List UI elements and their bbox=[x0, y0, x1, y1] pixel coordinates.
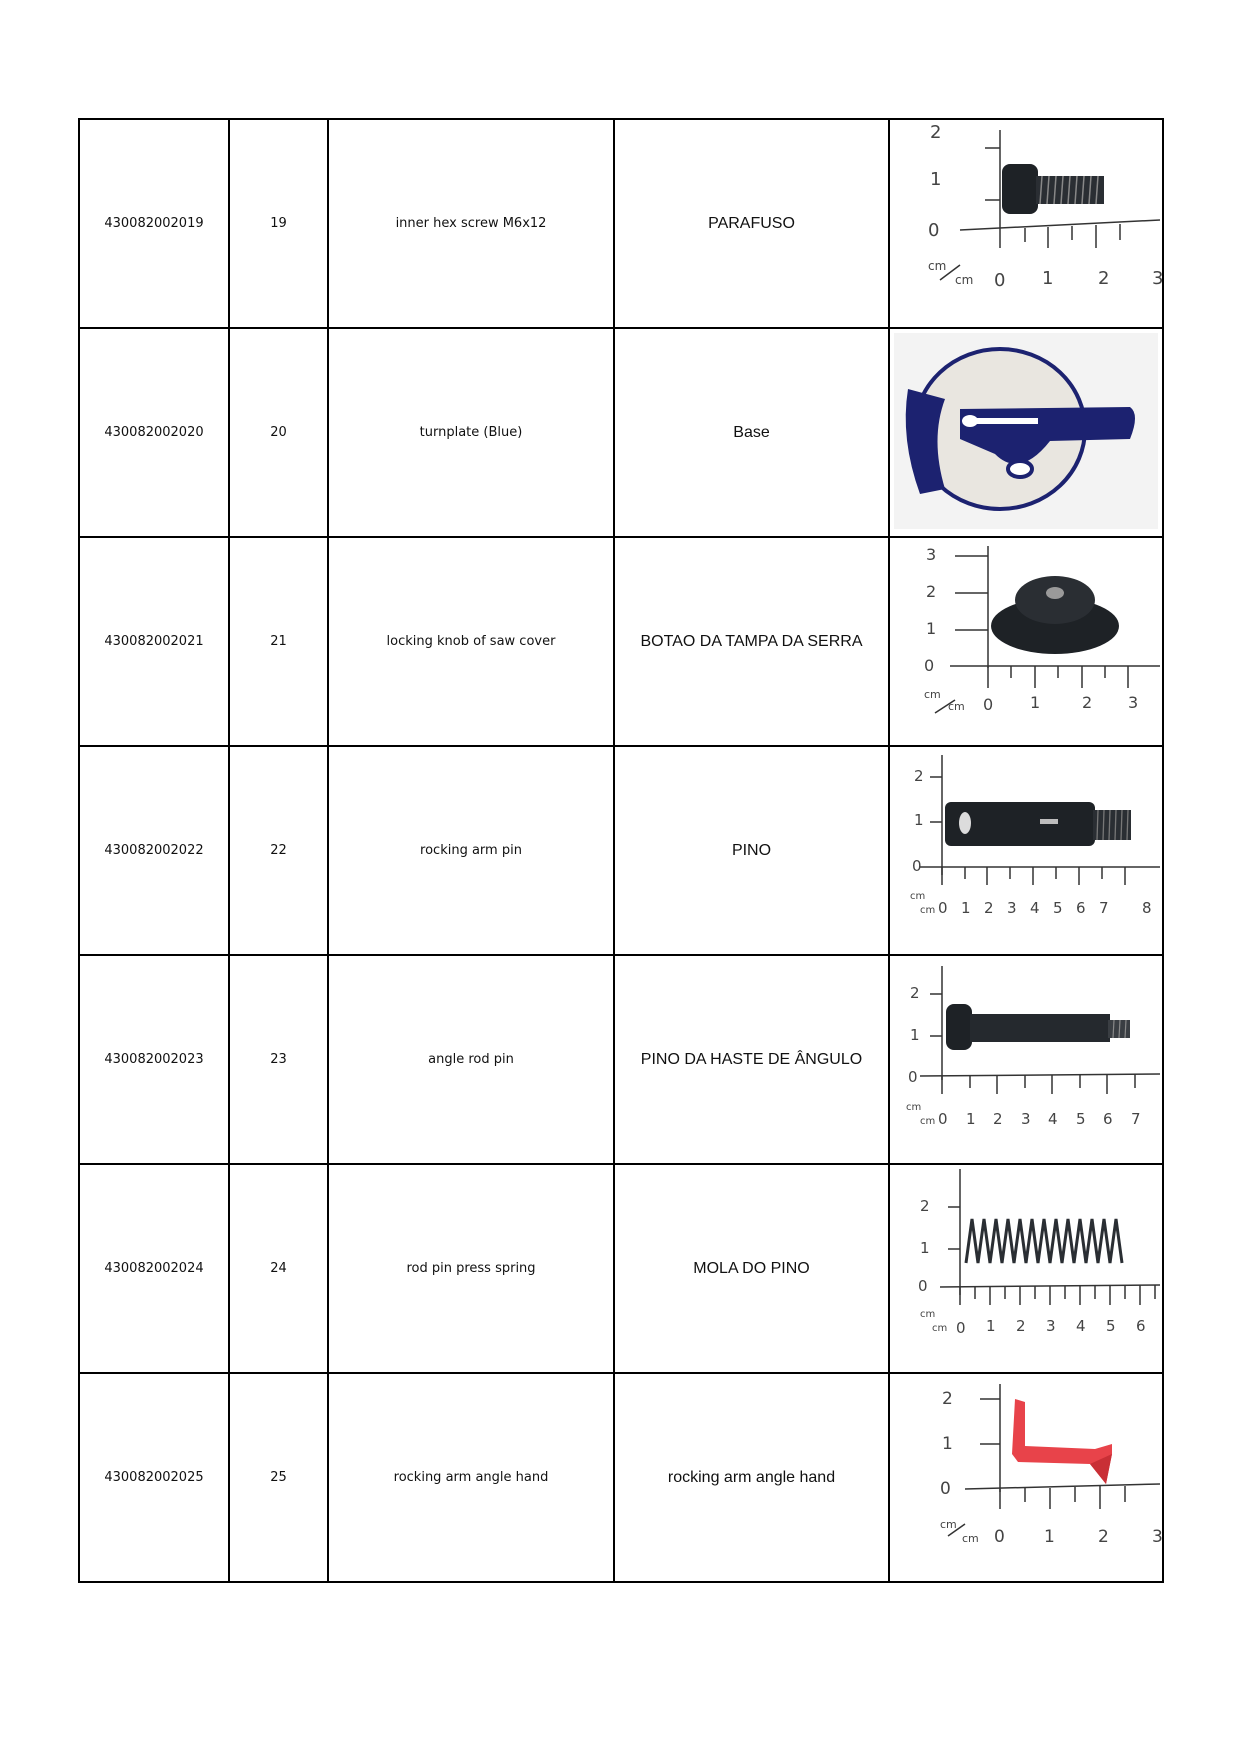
ruler-x-label: 4 bbox=[1048, 1110, 1058, 1128]
ruler-x-label: 2 bbox=[984, 899, 994, 917]
ruler-y-label: 0 bbox=[918, 1277, 928, 1295]
ruler-x-label: 6 bbox=[1076, 899, 1086, 917]
item-number: 19 bbox=[229, 119, 328, 328]
ruler-y-label: 1 bbox=[910, 1026, 920, 1044]
table-row bbox=[79, 1373, 1163, 1582]
angle-rod-pin-image bbox=[890, 956, 1162, 1163]
portuguese-description: PINO DA HASTE DE ÂNGULO bbox=[614, 955, 889, 1164]
ruler-y-label: 3 bbox=[926, 545, 937, 564]
english-description: rocking arm pin bbox=[328, 746, 614, 955]
table-row bbox=[79, 119, 1163, 328]
rocking-arm-pin-image bbox=[890, 747, 1162, 954]
english-description: rocking arm angle hand bbox=[328, 1373, 614, 1582]
ruler-y-label: 0 bbox=[912, 857, 922, 875]
ruler-unit: cm bbox=[955, 273, 974, 287]
ruler-x-label: 0 bbox=[994, 270, 1006, 291]
ruler-x-label: 7 bbox=[1099, 899, 1109, 917]
ruler-x-label: 0 bbox=[983, 695, 994, 714]
ruler-y-label: 1 bbox=[920, 1239, 930, 1257]
item-number: 25 bbox=[229, 1373, 328, 1582]
angle-rod-pin-icon bbox=[946, 1004, 1130, 1050]
ruler-y-label: 1 bbox=[930, 169, 942, 190]
item-number: 22 bbox=[229, 746, 328, 955]
ruler-unit: cm bbox=[948, 700, 965, 713]
angle-hand-photo bbox=[889, 1373, 1163, 1582]
ruler-x-label: 1 bbox=[961, 899, 971, 917]
table-row bbox=[79, 746, 1163, 955]
ruler-x-label: 6 bbox=[1136, 1317, 1146, 1335]
rocking-arm-pin-photo bbox=[889, 746, 1163, 955]
ruler-y-label: 1 bbox=[942, 1434, 953, 1454]
portuguese-description: MOLA DO PINO bbox=[614, 1164, 889, 1373]
angle-hand-icon bbox=[1012, 1399, 1112, 1484]
hex-screw-image bbox=[890, 120, 1162, 327]
english-description: turnplate (Blue) bbox=[328, 328, 614, 537]
table-row bbox=[79, 537, 1163, 746]
ruler bbox=[940, 130, 1160, 280]
locking-knob-photo bbox=[889, 537, 1163, 746]
ruler-x-label: 2 bbox=[993, 1110, 1003, 1128]
ruler-x-label: 1 bbox=[986, 1317, 996, 1335]
portuguese-description: BOTAO DA TAMPA DA SERRA bbox=[614, 537, 889, 746]
ruler-y-label: 0 bbox=[924, 656, 935, 675]
hex-screw-icon bbox=[1002, 164, 1104, 214]
ruler-x-label: 2 bbox=[1098, 1527, 1109, 1547]
spring-photo bbox=[889, 1164, 1163, 1373]
english-description: rod pin press spring bbox=[328, 1164, 614, 1373]
ruler-x-label: 1 bbox=[966, 1110, 976, 1128]
part-code: 430082002025 bbox=[79, 1373, 229, 1582]
hex-screw-photo bbox=[889, 119, 1163, 328]
ruler-unit: cm bbox=[928, 259, 947, 273]
ruler-x-label: 3 bbox=[1152, 1527, 1163, 1547]
locking-knob-image bbox=[890, 538, 1162, 745]
english-description: inner hex screw M6x12 bbox=[328, 119, 614, 328]
ruler-y-label: 2 bbox=[920, 1197, 930, 1215]
ruler-x-label: 4 bbox=[1030, 899, 1040, 917]
portuguese-description: Base bbox=[614, 328, 889, 537]
locking-knob-icon bbox=[991, 576, 1119, 654]
angle-rod-pin-photo bbox=[889, 955, 1163, 1164]
ruler-y-label: 1 bbox=[926, 619, 937, 638]
rocking-arm-pin-icon bbox=[945, 802, 1131, 846]
ruler-x-label: 3 bbox=[1007, 899, 1017, 917]
portuguese-description: PARAFUSO bbox=[614, 119, 889, 328]
ruler-unit: cm bbox=[962, 1532, 979, 1545]
ruler-unit: cm bbox=[932, 1323, 948, 1334]
part-code: 430082002019 bbox=[79, 119, 229, 328]
ruler-x-label: 5 bbox=[1076, 1110, 1086, 1128]
turnplate-photo bbox=[889, 328, 1163, 537]
ruler-labels bbox=[906, 984, 1141, 1128]
ruler-unit: cm bbox=[940, 1518, 957, 1531]
ruler-y-label: 2 bbox=[914, 767, 924, 785]
spring-image bbox=[890, 1165, 1162, 1372]
ruler-y-label: 2 bbox=[930, 122, 942, 143]
turnplate-image bbox=[890, 329, 1162, 536]
part-code: 430082002020 bbox=[79, 328, 229, 537]
ruler-x-label: 5 bbox=[1106, 1317, 1116, 1335]
english-description: angle rod pin bbox=[328, 955, 614, 1164]
english-description: locking knob of saw cover bbox=[328, 537, 614, 746]
table-row bbox=[79, 1164, 1163, 1373]
ruler-y-label: 0 bbox=[928, 220, 940, 241]
item-number: 21 bbox=[229, 537, 328, 746]
ruler-y-label: 2 bbox=[942, 1389, 953, 1409]
item-number: 23 bbox=[229, 955, 328, 1164]
ruler-x-label: 0 bbox=[994, 1527, 1005, 1547]
ruler-labels bbox=[940, 1389, 1163, 1547]
table-row bbox=[79, 328, 1163, 537]
ruler-x-label: 0 bbox=[956, 1319, 966, 1337]
ruler-y-label: 0 bbox=[908, 1068, 918, 1086]
table-row bbox=[79, 955, 1163, 1164]
ruler-x-label: 7 bbox=[1131, 1110, 1141, 1128]
ruler-x-label: 3 bbox=[1128, 693, 1139, 712]
part-code: 430082002021 bbox=[79, 537, 229, 746]
spring-icon bbox=[966, 1219, 1122, 1263]
ruler-y-label: 1 bbox=[914, 811, 924, 829]
ruler-x-label: 3 bbox=[1021, 1110, 1031, 1128]
ruler-x-label: 1 bbox=[1030, 693, 1041, 712]
portuguese-description: PINO bbox=[614, 746, 889, 955]
ruler-y-label: 2 bbox=[926, 582, 937, 601]
part-code: 430082002022 bbox=[79, 746, 229, 955]
ruler-y-label: 0 bbox=[940, 1479, 951, 1499]
item-number: 20 bbox=[229, 328, 328, 537]
ruler-x-label: 1 bbox=[1044, 1527, 1055, 1547]
ruler-x-label: 1 bbox=[1042, 268, 1054, 289]
parts-table bbox=[78, 118, 1164, 1583]
ruler-x-label: 5 bbox=[1053, 899, 1063, 917]
ruler-unit: cm bbox=[920, 1116, 936, 1127]
ruler-x-label: 8 bbox=[1142, 899, 1152, 917]
ruler-labels bbox=[918, 1197, 1146, 1337]
ruler-x-label: 2 bbox=[1016, 1317, 1026, 1335]
ruler-x-label: 4 bbox=[1076, 1317, 1086, 1335]
ruler-x-label: 0 bbox=[938, 899, 948, 917]
ruler-unit: cm bbox=[910, 891, 926, 902]
angle-hand-image bbox=[890, 1374, 1162, 1581]
ruler-x-label: 2 bbox=[1098, 268, 1110, 289]
ruler-x-label: 3 bbox=[1046, 1317, 1056, 1335]
part-code: 430082002024 bbox=[79, 1164, 229, 1373]
ruler-y-label: 2 bbox=[910, 984, 920, 1002]
ruler-x-label: 6 bbox=[1103, 1110, 1113, 1128]
ruler-labels bbox=[928, 122, 1163, 291]
ruler-unit: cm bbox=[920, 905, 936, 916]
ruler-unit: cm bbox=[920, 1309, 936, 1320]
ruler-x-label: 2 bbox=[1082, 693, 1093, 712]
item-number: 24 bbox=[229, 1164, 328, 1373]
portuguese-description: rocking arm angle hand bbox=[614, 1373, 889, 1582]
ruler-unit: cm bbox=[924, 688, 941, 701]
ruler-x-label: 3 bbox=[1152, 268, 1164, 289]
ruler-unit: cm bbox=[906, 1102, 922, 1113]
part-code: 430082002023 bbox=[79, 955, 229, 1164]
ruler-x-label: 0 bbox=[938, 1110, 948, 1128]
